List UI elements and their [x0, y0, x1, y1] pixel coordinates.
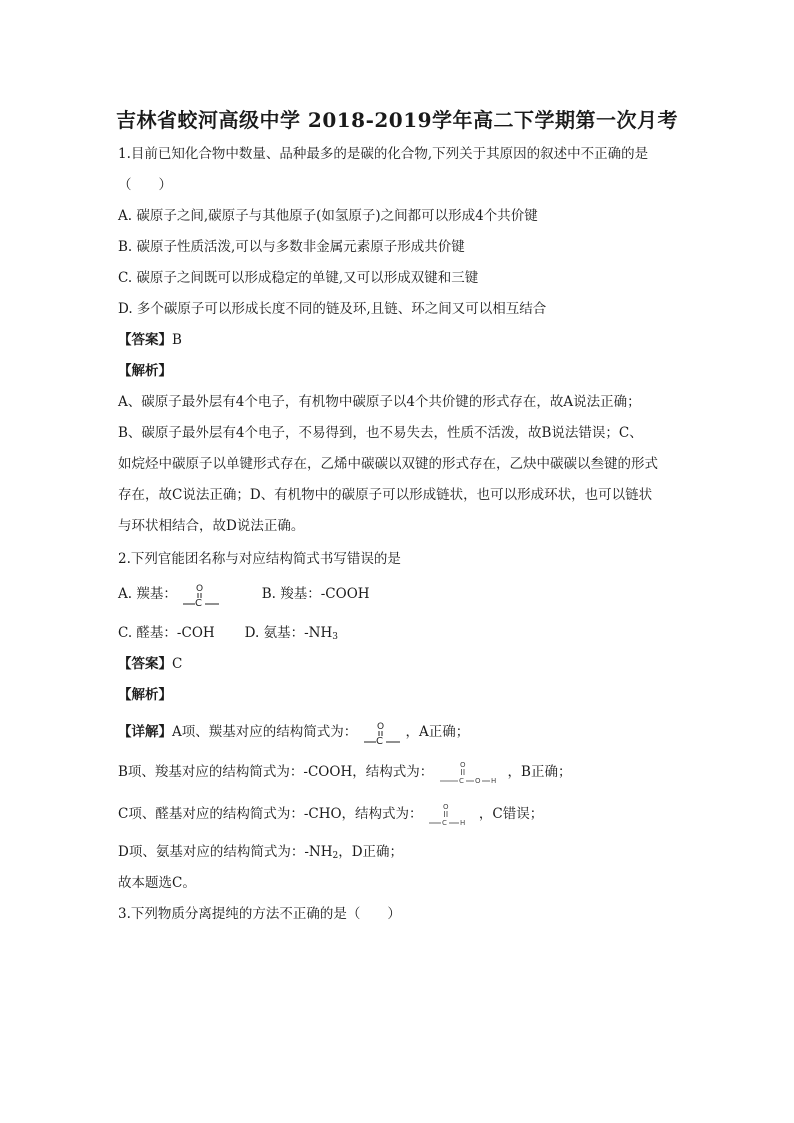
answer-label: 【答案】 [118, 332, 172, 348]
carbon-atom: C [458, 776, 464, 785]
oxygen-atom: O [474, 776, 481, 785]
q2-detail-b [118, 757, 571, 787]
q1-analysis-line: 与环状相结合，故D说法正确。 [118, 518, 305, 534]
q2-conclusion: 故本题选C。 [118, 875, 196, 891]
hydrogen-atom: H [459, 818, 466, 827]
q1-answer [118, 331, 182, 349]
detail-label: 【详解】 [118, 724, 172, 740]
q1-analysis-line: 存在，故C说法正确；D、有机物中的碳原子可以形成链状，也可以形成环状，也可以链状 [118, 487, 653, 503]
q2-analysis-label: 【解析】 [118, 687, 172, 703]
detail-text: ，A正确； [405, 724, 470, 740]
q1-option-b: B. 碳原子性质活泼,可以与多数非金属元素原子形成共价键 [118, 239, 465, 255]
q2-options-cd [118, 624, 338, 646]
q2-option-c: C. 醛基：-COH [118, 625, 215, 641]
detail-text: ，D正确； [338, 844, 404, 860]
subscript: 3 [332, 632, 338, 642]
q3-stem: 3.下列物质分离提纯的方法不正确的是（ ） [118, 906, 401, 922]
q1-paren: （ ） [118, 177, 172, 193]
q1-option-d: D. 多个碳原子可以形成长度不同的链及环,且链、环之间又可以相互结合 [118, 301, 547, 317]
detail-text: C项、醛基对应的结构简式为：-CHO，结构式为： [118, 806, 423, 822]
q2-answer [118, 655, 182, 673]
subscript: 2 [332, 851, 339, 861]
hydrogen-atom: H [490, 776, 496, 785]
answer-value: B [172, 332, 182, 348]
q2-options-ab [118, 580, 370, 608]
answer-value: C [172, 656, 183, 672]
carbon-atom: C [375, 735, 383, 746]
q1-option-a: A. 碳原子之间,碳原子与其他原子(如氢原子)之间都可以形成4个共价键 [118, 208, 538, 224]
q2-option-a-label: A. 羰基： [118, 586, 177, 602]
page-title: 吉林省蛟河高级中学 2018-2019学年高二下学期第一次月考 [115, 108, 679, 132]
q1-analysis-label: 【解析】 [118, 363, 172, 379]
oxygen-atom: O [376, 721, 384, 732]
q2-detail-a [118, 717, 469, 747]
q1-stem: 1.目前已知化合物中数量、品种最多的是碳的化合物,下列关于其原因的叙述中不正确的是 [118, 146, 649, 162]
oxygen-atom: O [459, 760, 466, 769]
q1-analysis-line: 如烷烃中碳原子以单键形式存在，乙烯中碳碳以双键的形式存在，乙炔中碳碳以叁键的形式 [118, 456, 658, 472]
q1-option-c: C. 碳原子之间既可以形成稳定的单键,又可以形成双键和三键 [118, 270, 479, 286]
q1-analysis-line: B、碳原子最外层有4个电子，不易得到，也不易失去，性质不活泼，故B说法错误；C、 [118, 425, 643, 441]
answer-label: 【答案】 [118, 656, 172, 672]
q2-detail-d [118, 843, 403, 865]
carbon-atom: C [441, 818, 447, 827]
q2-option-b: B. 羧基：-COOH [261, 586, 370, 602]
carboxyl-structure-image [438, 760, 508, 786]
carbonyl-structure-image [362, 720, 406, 746]
q1-analysis-line: A、碳原子最外层有4个电子，有机物中碳原子以4个共价键的形式存在，故A说法正确； [118, 394, 641, 410]
detail-text: B项、羧基对应的结构简式为：-COOH，结构式为： [118, 764, 434, 780]
detail-text: ，B正确； [507, 764, 572, 780]
oxygen-atom: O [196, 583, 204, 594]
q2-detail-c [118, 799, 543, 829]
aldehyde-structure-image [427, 802, 479, 828]
detail-text: A项、羰基对应的结构简式为： [172, 724, 358, 740]
detail-text: D项、氨基对应的结构简式为：-NH [118, 844, 333, 860]
q2-stem: 2.下列官能团名称与对应结构简式书写错误的是 [118, 551, 401, 567]
detail-text: ，C错误； [478, 806, 544, 822]
carbonyl-structure-image [181, 582, 225, 608]
carbon-atom: C [195, 597, 203, 608]
oxygen-atom: O [442, 802, 449, 811]
q2-option-d: D. 氨基：-NH [244, 625, 333, 641]
